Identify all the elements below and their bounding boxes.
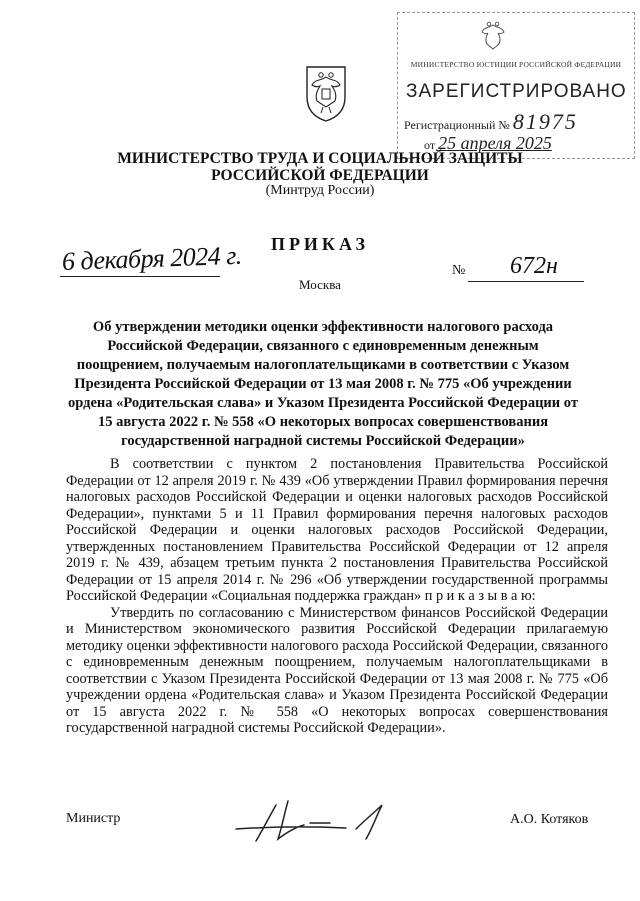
stamp-ministry: МИНИСТЕРСТВО ЮСТИЦИИ РОССИЙСКОЙ ФЕДЕРАЦИИ [410, 60, 622, 69]
ministry-name-line2: РОССИЙСКОЙ ФЕДЕРАЦИИ [211, 167, 429, 184]
order-date: 6 декабря 2024 г. [61, 240, 243, 276]
stamp-date-prefix: от [424, 138, 436, 152]
order-number: 672н [510, 253, 558, 279]
handwritten-signature [226, 793, 406, 848]
stamp-date: 25 апреля 2025 [438, 133, 552, 153]
stamp-reg-label: Регистрационный № [404, 118, 510, 132]
ministry-short-name: (Минтруд России) [265, 183, 375, 198]
signer-name: А.О. Котяков [510, 812, 589, 827]
city: Москва [299, 277, 341, 292]
document-type: ПРИКАЗ [270, 234, 370, 254]
body-paragraph-1: В соответствии с пунктом 2 постановления Правительства Российской Федерации от 12 апреля 2019 г. № 439 «Об утверждении Правил формирования перечня налоговых расходов Российской Федерации и оценки налоговых расходов Российской Федерации», пунктами 5 и 11 Правил формирования перечня налоговых расходов Российской Федерации и оценки налоговых расходов Российской Федерации, утвержденных постановлением Правительства Российской Федерации от 12 апреля 2019 г. № 439, абзацем третьим пункта 2 постановления Правительства Российской Федерации от 15 апреля 2014 г. № 296 «Об утверждении государственной программы Российской Федерации «Социальная поддержка граждан» п р и к а з ы в а ю: [66, 456, 608, 604]
document-subject: Об утверждении методики оценки эффективности налогового расхода Российской Федерации, связанного с единовременным денежным поощрением, получаемым налогоплательщиками в соответствии с Указом Президента Российской Федерации от 13 мая 2008 г. № 775 «Об учреждении ордена «Родительская слава» и Указом Президента Российской Федерации от 15 августа 2022 г. № 558 «О некоторых вопросах совершенствования государственной наградной системы Российской Федерации» [68, 319, 578, 449]
signer-position: Министр [66, 811, 121, 826]
stamp-status: ЗАРЕГИСТРИРОВАНО [406, 81, 627, 102]
document-body [66, 456, 608, 737]
number-sign: № [452, 263, 466, 278]
ministry-name-line1: МИНИСТЕРСТВО ТРУДА И СОЦИАЛЬНОЙ ЗАЩИТЫ [117, 150, 523, 167]
state-emblem-icon [303, 63, 349, 123]
body-paragraph-2: Утвердить по согласованию с Министерством финансов Российской Федерации и Министерством экономического развития Российской Федерации прилагаемую методику оценки эффективности налогового расхода Российской Федерации, связанного с единовременным денежным поощрением, получаемым налогоплательщиками в соответствии с Указом Президента Российской Федерации от 13 мая 2008 г. № 775 «Об учреждении ордена «Родительская слава» и Указом Президента Российской Федерации от 15 августа 2022 г. № 558 «О некоторых вопросах совершенствования государственной наградной системы Российской Федерации». [66, 604, 608, 736]
stamp-registration-line [404, 109, 578, 135]
number-underline [468, 281, 584, 282]
stamp-reg-number: 81975 [512, 109, 578, 134]
registration-stamp [397, 12, 635, 159]
ministry-name [0, 150, 640, 184]
stamp-emblem-icon [476, 19, 510, 55]
